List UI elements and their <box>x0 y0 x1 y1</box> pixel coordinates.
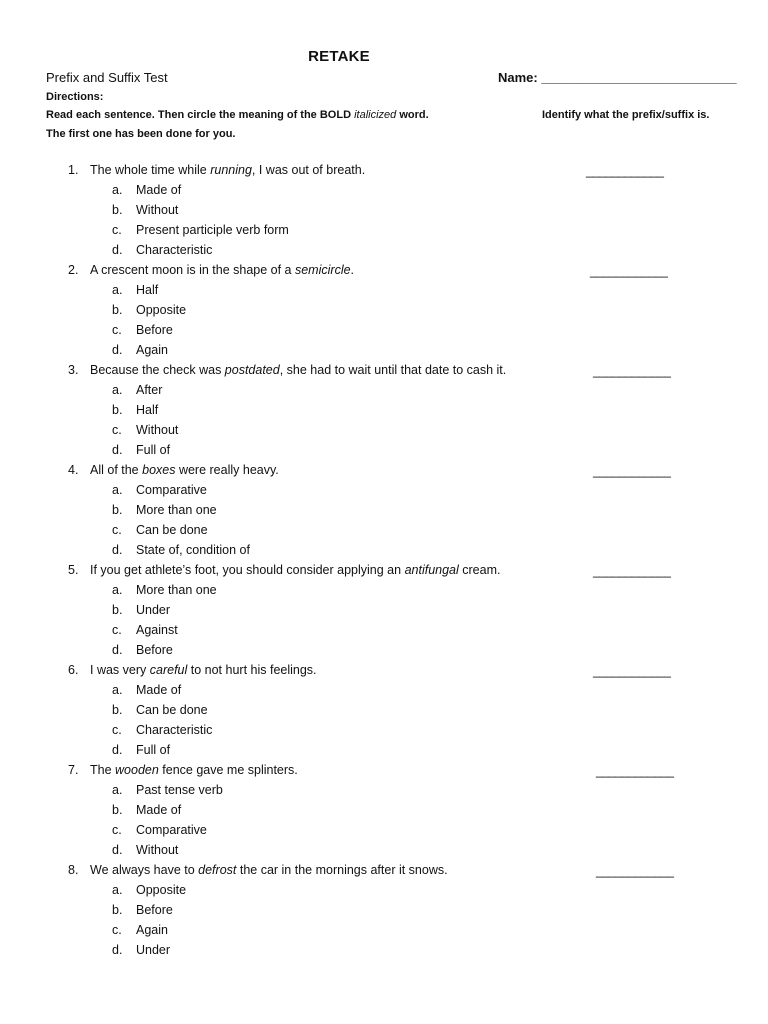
answer-option[interactable] <box>112 903 173 917</box>
question-text-post: to not hurt his feelings. <box>187 663 317 677</box>
option-text: After <box>136 383 163 397</box>
question-number: 2. <box>68 263 79 277</box>
option-text: Made of <box>136 183 182 197</box>
option-text: Again <box>136 343 168 357</box>
answer-blank[interactable]: ____________ <box>593 364 671 378</box>
option-letter: d. <box>112 743 123 757</box>
answer-option[interactable] <box>112 223 289 237</box>
question-stem <box>68 263 354 277</box>
answer-option[interactable] <box>112 803 181 817</box>
answer-option[interactable] <box>112 683 181 697</box>
answer-option[interactable] <box>112 283 158 297</box>
option-text: Before <box>136 903 173 917</box>
answer-option[interactable] <box>112 403 158 417</box>
question-8 <box>0 863 768 963</box>
answer-option[interactable] <box>112 183 181 197</box>
option-letter: a. <box>112 283 123 297</box>
option-letter: b. <box>112 503 123 517</box>
option-text: Made of <box>136 683 182 697</box>
answer-option[interactable] <box>112 643 173 657</box>
question-text-post: , she had to wait until that date to cash it. <box>279 363 507 377</box>
question-stem <box>68 363 506 377</box>
answer-option[interactable] <box>112 743 170 757</box>
option-letter: c. <box>112 923 122 937</box>
answer-blank[interactable]: ____________ <box>593 664 671 678</box>
option-letter: a. <box>112 683 123 697</box>
option-text: More than one <box>136 503 217 517</box>
target-word: boxes <box>142 463 176 477</box>
question-text-pre: The <box>90 763 116 777</box>
option-letter: c. <box>112 523 122 537</box>
directions-example-note: The first one has been done for you. <box>46 128 236 140</box>
option-text: Full of <box>136 443 171 457</box>
option-letter: a. <box>112 183 123 197</box>
answer-blank[interactable]: ____________ <box>593 464 671 478</box>
question-text-pre: I was very <box>90 663 150 677</box>
option-text: Before <box>136 323 173 337</box>
question-1 <box>0 163 768 263</box>
question-text-pre: Because the check was <box>90 363 225 377</box>
question-text-pre: If you get athlete’s foot, you should consider applying an <box>90 563 405 577</box>
option-letter: b. <box>112 403 123 417</box>
question-text-pre: All of the <box>90 463 143 477</box>
question-4 <box>0 463 768 563</box>
answer-option[interactable] <box>112 243 212 257</box>
option-text: Against <box>136 623 178 637</box>
option-text: Comparative <box>136 823 207 837</box>
target-word: running <box>210 163 252 177</box>
option-text: Can be done <box>136 703 208 717</box>
question-text-post: . <box>350 263 355 277</box>
answer-blank[interactable]: ____________ <box>590 264 668 278</box>
question-stem <box>68 863 448 877</box>
question-number: 7. <box>68 763 79 777</box>
answer-option[interactable] <box>112 523 208 537</box>
answer-option[interactable] <box>112 623 178 637</box>
target-word: semicircle <box>294 263 351 277</box>
option-text: Opposite <box>136 883 187 897</box>
option-letter: a. <box>112 783 123 797</box>
option-letter: d. <box>112 443 123 457</box>
answer-blank[interactable]: ____________ <box>593 564 671 578</box>
answer-option[interactable] <box>112 423 178 437</box>
question-7 <box>0 763 768 863</box>
option-text: Under <box>136 943 171 957</box>
answer-option[interactable] <box>112 543 250 557</box>
option-text: Past tense verb <box>136 783 223 797</box>
question-2 <box>0 263 768 363</box>
test-subtitle: Prefix and Suffix Test <box>46 70 168 85</box>
option-letter: d. <box>112 943 123 957</box>
answer-option[interactable] <box>112 703 208 717</box>
answer-option[interactable] <box>112 303 186 317</box>
directions-italic: italicized <box>354 109 397 121</box>
question-text-post: cream. <box>458 563 501 577</box>
question-text-pre: A crescent moon is in the shape of a <box>90 263 295 277</box>
option-letter: c. <box>112 723 122 737</box>
option-text: Opposite <box>136 303 187 317</box>
answer-option[interactable] <box>112 203 178 217</box>
option-text: Present participle verb form <box>136 223 289 237</box>
target-word: wooden <box>115 763 159 777</box>
name-field-label: Name: ___________________________ <box>498 70 737 85</box>
question-number: 8. <box>68 863 79 877</box>
option-letter: a. <box>112 383 123 397</box>
answer-option[interactable] <box>112 823 207 837</box>
answer-option[interactable] <box>112 323 173 337</box>
option-text: More than one <box>136 583 217 597</box>
answer-option[interactable] <box>112 343 168 357</box>
question-text-post: the car in the mornings after it snows. <box>236 863 448 877</box>
option-text: Without <box>136 203 179 217</box>
page-title: RETAKE <box>308 48 370 65</box>
question-text-pre: We always have to <box>90 863 199 877</box>
option-letter: d. <box>112 843 123 857</box>
option-letter: a. <box>112 883 123 897</box>
option-text: State of, condition of <box>136 543 250 557</box>
answer-option[interactable] <box>112 443 170 457</box>
option-letter: b. <box>112 603 123 617</box>
answer-option[interactable] <box>112 883 186 897</box>
answer-option[interactable] <box>112 783 223 797</box>
question-stem <box>68 463 279 477</box>
question-number: 4. <box>68 463 79 477</box>
answer-option[interactable] <box>112 603 170 617</box>
option-letter: c. <box>112 823 122 837</box>
option-letter: b. <box>112 703 123 717</box>
question-number: 5. <box>68 563 79 577</box>
answer-blank[interactable]: ____________ <box>596 864 674 878</box>
question-number: 3. <box>68 363 79 377</box>
option-text: Can be done <box>136 523 208 537</box>
answer-option[interactable] <box>112 923 168 937</box>
question-stem <box>68 663 317 677</box>
question-6 <box>0 663 768 763</box>
answer-option[interactable] <box>112 943 170 957</box>
option-letter: b. <box>112 903 123 917</box>
question-text-pre: The whole time while <box>90 163 211 177</box>
option-letter: c. <box>112 623 122 637</box>
option-letter: c. <box>112 223 122 237</box>
option-text: Again <box>136 923 168 937</box>
option-text: Characteristic <box>136 243 213 257</box>
option-letter: b. <box>112 203 123 217</box>
target-word: antifungal <box>404 563 459 577</box>
option-letter: a. <box>112 583 123 597</box>
question-stem <box>68 163 365 177</box>
option-text: Without <box>136 423 179 437</box>
identify-instruction: Identify what the prefix/suffix is. <box>542 109 710 121</box>
answer-blank[interactable]: ____________ <box>596 764 674 778</box>
question-text-post: , I was out of breath. <box>251 163 366 177</box>
answer-blank[interactable]: ____________ <box>586 164 664 178</box>
answer-option[interactable] <box>112 723 212 737</box>
option-letter: d. <box>112 543 123 557</box>
question-3 <box>0 363 768 463</box>
question-number: 1. <box>68 163 79 177</box>
question-stem <box>68 763 298 777</box>
directions-heading: Directions: <box>46 91 104 103</box>
option-letter: a. <box>112 483 123 497</box>
directions-text <box>46 109 429 121</box>
option-letter: c. <box>112 423 122 437</box>
option-text: Half <box>136 403 159 417</box>
answer-option[interactable] <box>112 503 217 517</box>
answer-option[interactable] <box>112 383 162 397</box>
option-text: Comparative <box>136 483 207 497</box>
question-text-post: were really heavy. <box>175 463 279 477</box>
option-text: Full of <box>136 743 171 757</box>
option-text: Made of <box>136 803 182 817</box>
option-text: Characteristic <box>136 723 213 737</box>
target-word: postdated <box>224 363 280 377</box>
option-text: Before <box>136 643 173 657</box>
option-letter: d. <box>112 243 123 257</box>
answer-option[interactable] <box>112 583 217 597</box>
option-letter: d. <box>112 343 123 357</box>
option-text: Under <box>136 603 171 617</box>
question-5 <box>0 563 768 663</box>
directions-post: word. <box>396 109 429 121</box>
option-letter: d. <box>112 643 123 657</box>
answer-option[interactable] <box>112 843 178 857</box>
target-word: careful <box>149 663 188 677</box>
target-word: defrost <box>198 863 237 877</box>
option-letter: c. <box>112 323 122 337</box>
question-stem <box>68 563 500 577</box>
option-letter: b. <box>112 803 123 817</box>
directions-pre: Read each sentence. Then circle the meaning of the BOLD <box>46 109 355 121</box>
question-number: 6. <box>68 663 79 677</box>
option-text: Half <box>136 283 159 297</box>
question-text-post: fence gave me splinters. <box>158 763 298 777</box>
option-letter: b. <box>112 303 123 317</box>
option-text: Without <box>136 843 179 857</box>
answer-option[interactable] <box>112 483 207 497</box>
